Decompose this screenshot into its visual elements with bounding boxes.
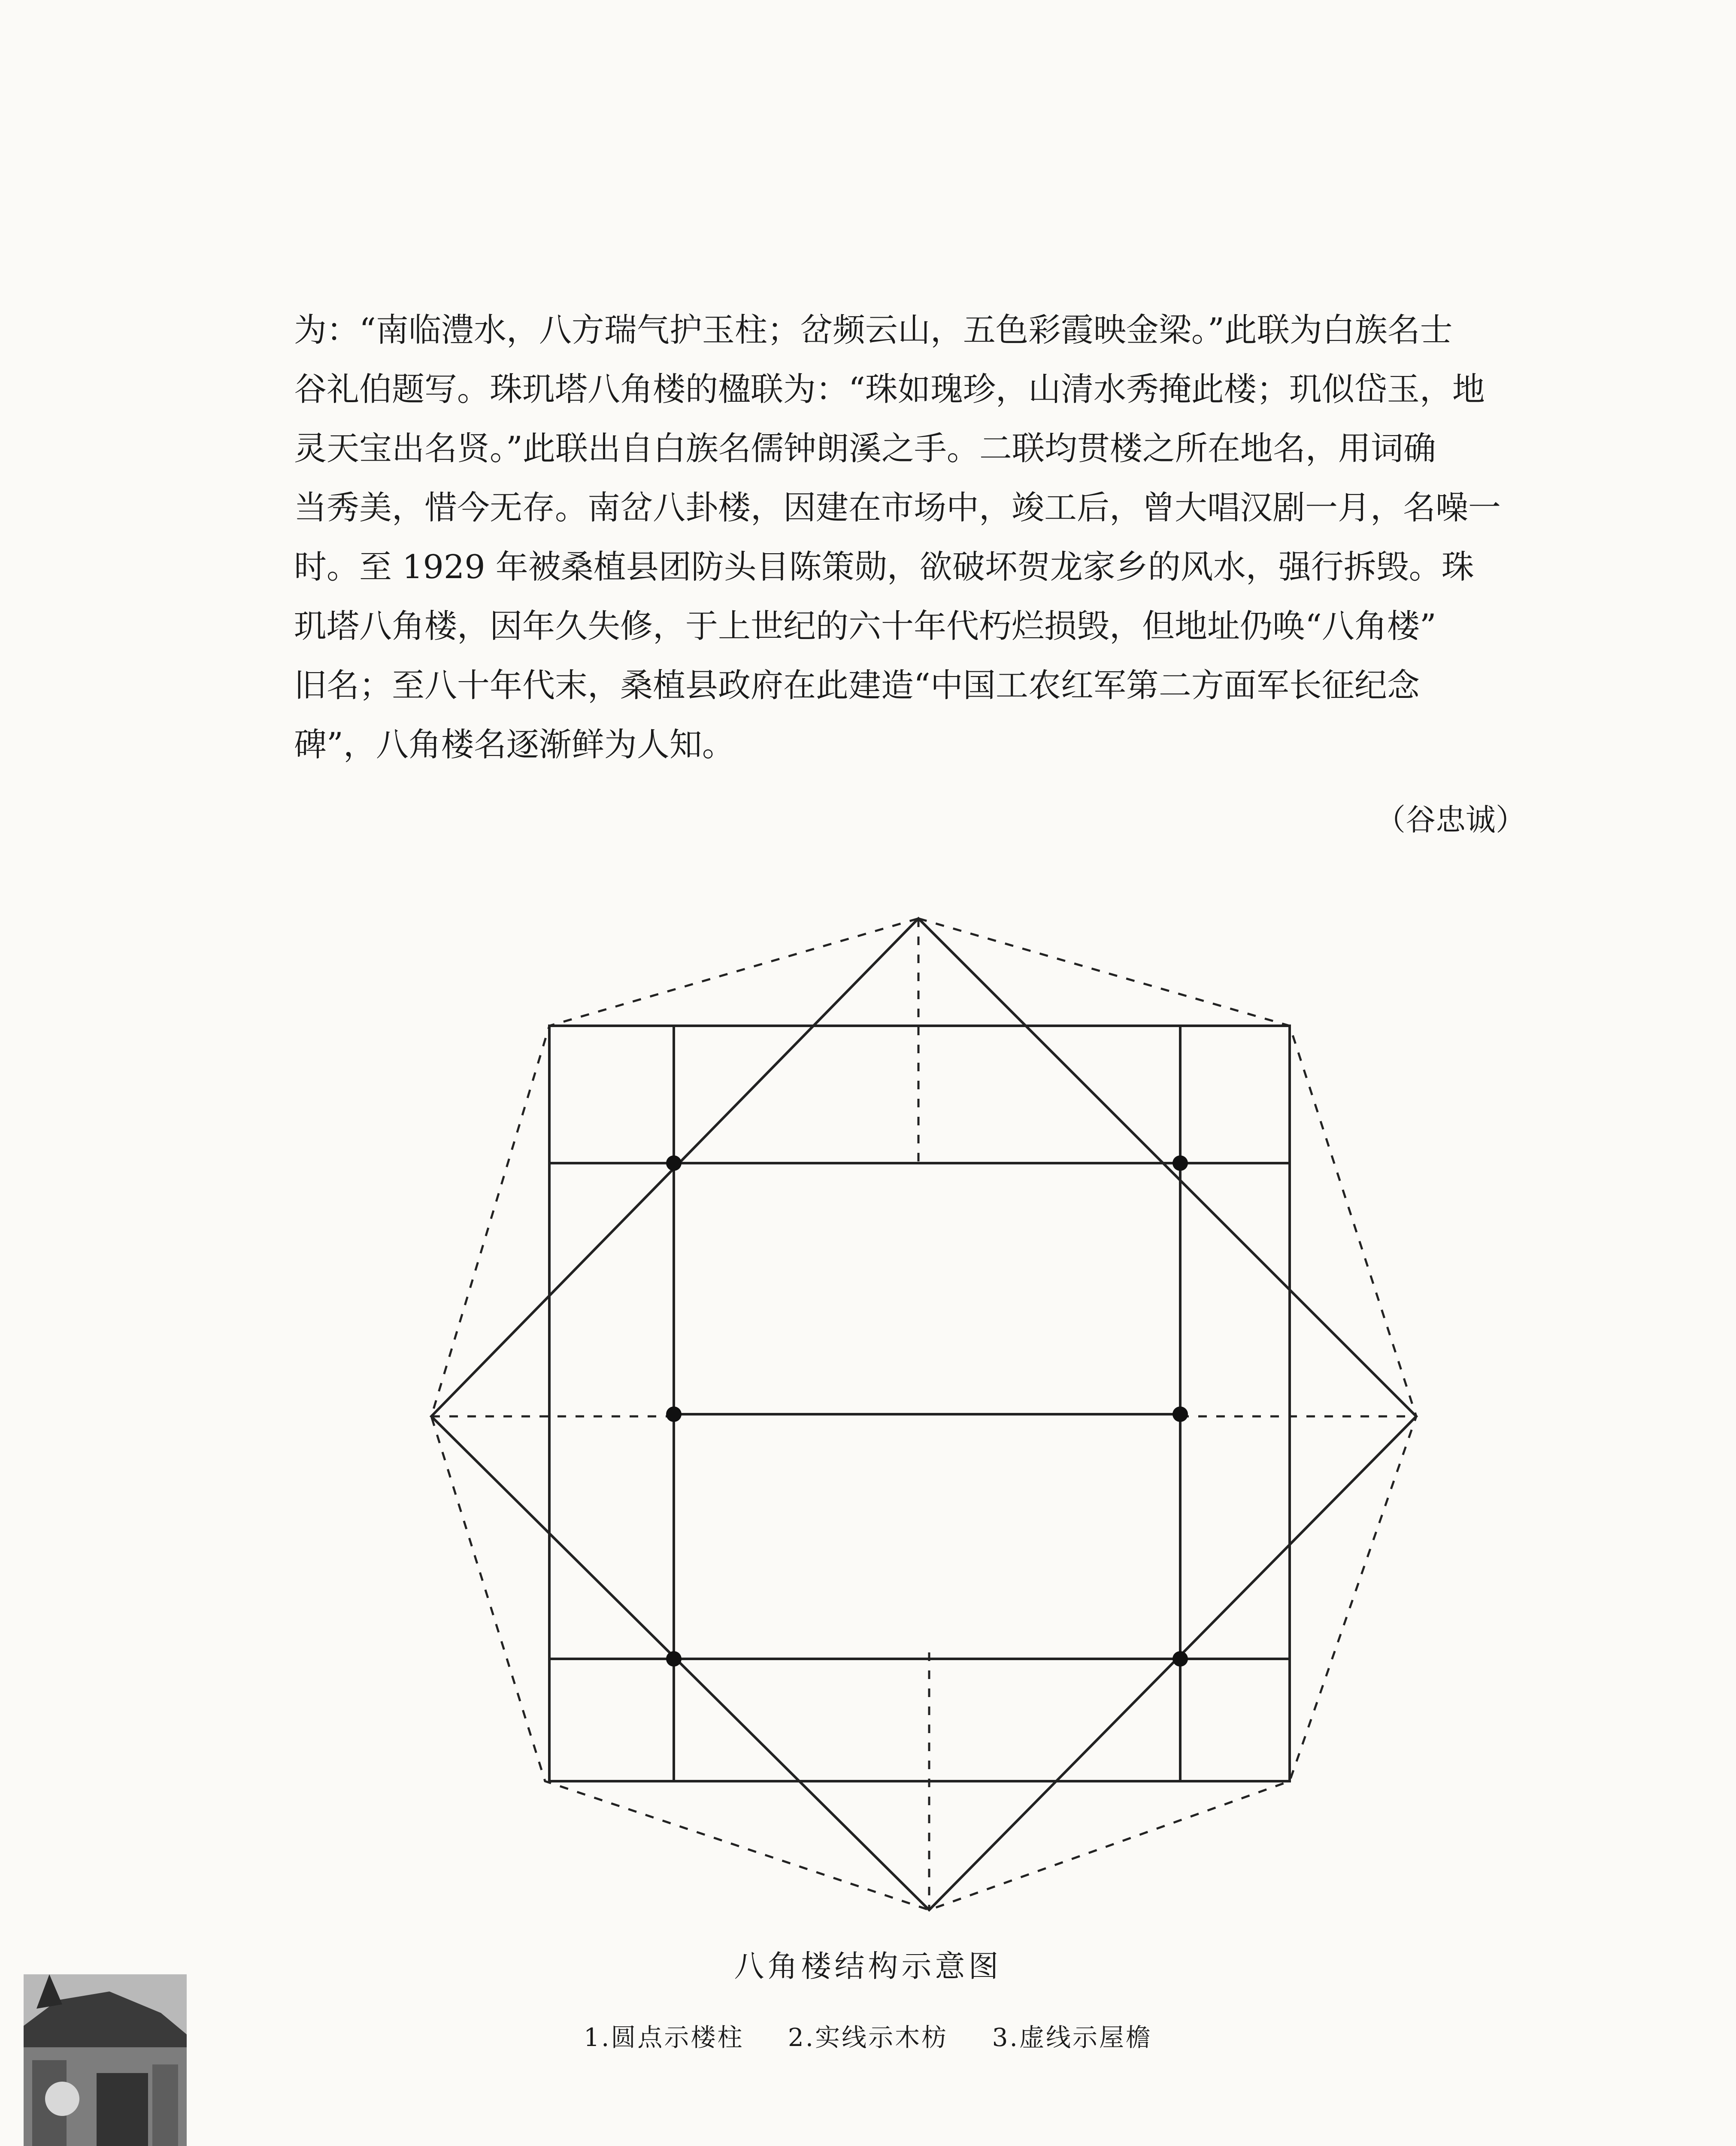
pillar-dot — [666, 1155, 682, 1171]
temple-photo-thumbnail — [24, 1974, 187, 2146]
author-credit: （谷忠诚） — [1375, 802, 1526, 837]
paragraph-line: 为：“南临澧水，八方瑞气护玉柱；岔频云山，五色彩霞映金梁。”此联为白族名士 — [294, 311, 1453, 349]
paragraph-line: 碑”，八角楼名逐渐鲜为人知。 — [294, 725, 735, 764]
legend-item-pillars: 1.圆点示楼柱 — [584, 2023, 744, 2052]
paragraph-line: 时。至 1929 年被桑植县团防头目陈策勋，欲破坏贺龙家乡的风水，强行拆毁。珠 — [294, 548, 1474, 586]
paragraph-line: 玑塔八角楼，因年久失修，于上世纪的六十年代朽烂损毁，但地址仍唤“八角楼” — [294, 607, 1436, 645]
pillar-dot — [1172, 1155, 1188, 1171]
legend-item-beams: 2.实线示木枋 — [788, 2023, 948, 2052]
legend-item-eaves: 3.虚线示屋檐 — [992, 2023, 1152, 2052]
pillar-dot — [1172, 1651, 1188, 1667]
pillar-dot — [666, 1651, 682, 1667]
pillar-dot — [666, 1406, 682, 1422]
beam-solid-lines — [431, 918, 1416, 1910]
figure-caption: 八角楼结构示意图 — [734, 1949, 1002, 1984]
body-paragraph — [294, 300, 1539, 774]
figure-legend — [0, 2017, 1736, 2053]
octagon-structure-diagram — [421, 901, 1429, 1919]
pillar-dot — [1172, 1406, 1188, 1422]
paragraph-line: 灵天宝出名贤。”此联出自白族名儒钟朗溪之手。二联均贯楼之所在地名，用词确 — [294, 429, 1436, 467]
paragraph-line: 当秀美，惜今无存。南岔八卦楼，因建在市场中，竣工后，曾大唱汉剧一月，名噪一 — [294, 488, 1501, 527]
paragraph-line: 旧名；至八十年代末，桑植县政府在此建造“中国工农红军第二方面军长征纪念 — [294, 666, 1420, 704]
paragraph-line: 谷礼伯题写。珠玑塔八角楼的楹联为：“珠如瑰珍，山清水秀掩此楼；玑似岱玉，地 — [294, 370, 1485, 408]
pillar-dots — [666, 1155, 1188, 1667]
